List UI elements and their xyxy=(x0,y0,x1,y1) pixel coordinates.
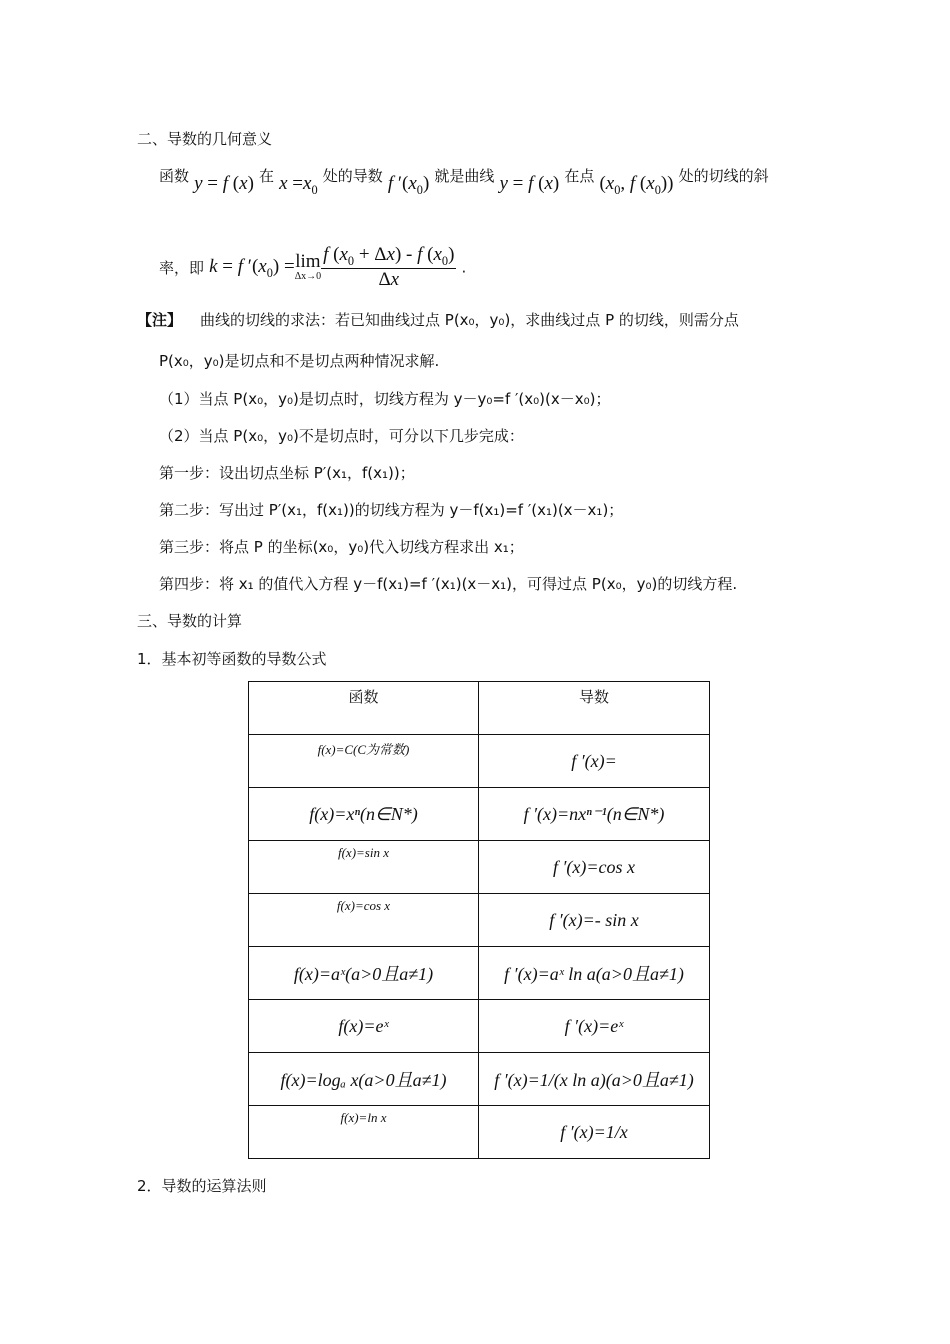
text-function: 函数 xyxy=(159,167,190,185)
section-heading-computation: 三、导数的计算 xyxy=(137,612,243,630)
note-line2: P(x₀，y₀)是切点和不是切点两种情况求解. xyxy=(159,352,440,370)
func-cell-power: f(x)=xⁿ(n∈N*) xyxy=(249,788,479,841)
table-row xyxy=(249,947,710,1000)
func-cell-log: f(x)=logₐ x(a>0且a≠1) xyxy=(249,1053,479,1106)
text-rate-ie: 率，即 xyxy=(159,258,205,277)
text-period: . xyxy=(461,258,467,277)
formula-point: ($x_0$, f $(x_0)$) xyxy=(599,173,674,197)
note-tag: 【注】 xyxy=(137,311,183,329)
func-cell-e-power: f(x)=eˣ xyxy=(249,1000,479,1053)
header-cell-function: 函数 xyxy=(249,682,479,735)
derivative-formula-table xyxy=(248,681,710,1159)
deriv-cell-exponential: f ′(x)=aˣ ln a(a>0且a≠1) xyxy=(479,947,710,1000)
subheading-operation-rules: 2．导数的运算法则 xyxy=(137,1177,267,1195)
note-step4: 第四步：将 x₁ 的值代入方程 y－f(x₁)=f ′(x₁)(x－x₁)，可得过点 P(x₀，y₀)的切线方程. xyxy=(159,575,738,593)
deriv-cell-ln: f ′(x)=1/x xyxy=(479,1106,710,1159)
note-case2: （2）当点 P(x₀，y₀)不是切点时，可分以下几步完成： xyxy=(159,427,524,445)
text-derivative-at: 处的导数 xyxy=(322,167,383,185)
formula-y-fx-2: y = f (x) xyxy=(499,173,560,194)
deriv-cell-log: f ′(x)=1/(x ln a)(a>0且a≠1) xyxy=(479,1053,710,1106)
table-row xyxy=(249,1053,710,1106)
note-step1: 第一步：设出切点坐标 P′(x₁，f(x₁))； xyxy=(159,464,415,482)
func-cell-sin: f(x)=sin x xyxy=(249,841,479,894)
header-cell-derivative: 导数 xyxy=(479,682,710,735)
table-row xyxy=(249,841,710,894)
func-cell-constant: f(x)=C(C为常数) xyxy=(249,735,479,788)
deriv-cell-constant: f ′(x)= xyxy=(479,735,710,788)
table-row xyxy=(249,1000,710,1053)
text-tangent-slope: 处的切线的斜 xyxy=(678,167,769,185)
geo-meaning-line2 xyxy=(159,244,466,291)
note-case1: （1）当点 P(x₀，y₀)是切点时，切线方程为 y－y₀=f ′(x₀)(x－x₀)； xyxy=(159,390,611,408)
func-cell-cos: f(x)=cos x xyxy=(249,894,479,947)
note-line1: 曲线的切线的求法：若已知曲线过点 P(x₀，y₀)，求曲线过点 P 的切线，则需分点 xyxy=(200,311,739,329)
text-at: 在 xyxy=(258,167,274,185)
table-row xyxy=(249,735,710,788)
geo-meaning-line1 xyxy=(159,165,769,197)
section-heading-geometric-meaning: 二、导数的几何意义 xyxy=(137,130,273,148)
formula-x-eq-x0: $x =x_0$ xyxy=(279,173,318,197)
table-row xyxy=(249,788,710,841)
note-step3: 第三步：将点 P 的坐标(x₀，y₀)代入切线方程求出 x₁； xyxy=(159,538,524,556)
table-row xyxy=(249,1106,710,1159)
func-cell-ln: f(x)=ln x xyxy=(249,1106,479,1159)
table-header-row xyxy=(249,682,710,735)
deriv-cell-power: f ′(x)=nxⁿ⁻¹(n∈N*) xyxy=(479,788,710,841)
func-cell-exponential: f(x)=aˣ(a>0且a≠1) xyxy=(249,947,479,1000)
text-at-point: 在点 xyxy=(564,167,595,185)
formula-y-fx: y = f (x) xyxy=(194,173,254,194)
table-row xyxy=(249,894,710,947)
note-step2: 第二步：写出过 P′(x₁，f(x₁))的切线方程为 y－f(x₁)=f ′(x₁)(x－x₁)； xyxy=(159,501,624,519)
deriv-cell-sin: f ′(x)=cos x xyxy=(479,841,710,894)
formula-k-limit: k = f $'(x_0)$ = lim Δx→0 $\frac{f (x_0 + \Delta x) - f (x_0)}{\Delta x}$ xyxy=(209,244,455,290)
text-is-curve: 就是曲线 xyxy=(434,167,495,185)
formula-fprime-x0: f $'(x_0)$ xyxy=(387,173,430,197)
deriv-cell-e-power: f ′(x)=eˣ xyxy=(479,1000,710,1053)
deriv-cell-cos: f ′(x)=- sin x xyxy=(479,894,710,947)
subheading-basic-formulas: 1．基本初等函数的导数公式 xyxy=(137,650,327,668)
